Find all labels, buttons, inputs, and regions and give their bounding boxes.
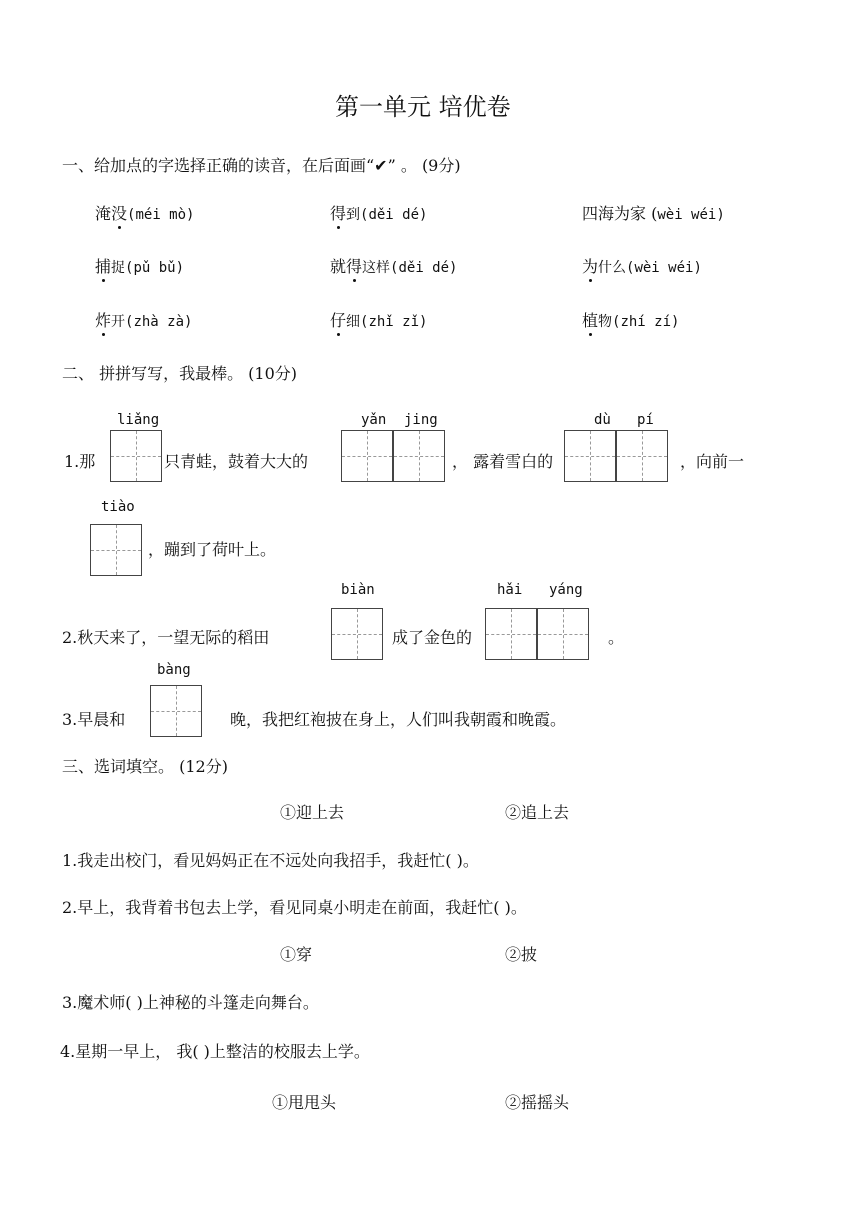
writing-grid-box[interactable] bbox=[90, 524, 142, 576]
s3-question-2: 2.早上，我背着书包去上学，看见同桌小明走在前面，我赶忙( )。 bbox=[62, 898, 527, 917]
s1-item-4: 捕捉(pǔ bǔ) bbox=[95, 257, 185, 276]
pinyin-du: dù bbox=[594, 412, 611, 428]
pinyin-yan: yǎn bbox=[361, 412, 387, 428]
q1-text-d: ，向前一 bbox=[680, 452, 745, 471]
pinyin-pi: pí bbox=[637, 412, 654, 428]
s1-item-5: 就得这样(děi dé) bbox=[330, 257, 458, 276]
q1-text-a: 1.那 bbox=[64, 452, 96, 471]
s1-item-6: 为什么(wèi wéi) bbox=[582, 257, 702, 276]
pinyin-liang: liǎng bbox=[117, 412, 160, 428]
q1-text-c: ， 露着雪白的 bbox=[452, 452, 554, 471]
option-b2: ②披 bbox=[505, 945, 538, 964]
pinyin-hai: hǎi bbox=[497, 582, 523, 598]
writing-grid-box[interactable] bbox=[110, 430, 162, 482]
s3-question-3: 3.魔术师( )上神秘的斗篷走向舞台。 bbox=[62, 993, 319, 1012]
q2-text-a: 2.秋天来了，一望无际的稻田 bbox=[62, 628, 270, 647]
writing-grid-box[interactable] bbox=[331, 608, 383, 660]
pinyin-jing: jing bbox=[404, 412, 438, 428]
writing-grid-box[interactable] bbox=[393, 430, 445, 482]
s1-item-9: 植物(zhí zí) bbox=[582, 311, 680, 330]
option-a1: ①迎上去 bbox=[280, 803, 345, 822]
section-3-heading: 三、选词填空。 (12分) bbox=[62, 757, 228, 776]
option-b1: ①穿 bbox=[280, 945, 313, 964]
s1-item-2: 得到(děi dé) bbox=[330, 204, 428, 223]
writing-grid-box[interactable] bbox=[564, 430, 616, 482]
writing-grid-box[interactable] bbox=[341, 430, 393, 482]
q1-text-e: ，蹦到了荷叶上。 bbox=[148, 540, 277, 559]
q1-text-b: 只青蛙，鼓着大大的 bbox=[164, 452, 309, 471]
page-title: 第一单元 培优卷 bbox=[335, 93, 511, 121]
option-c1: ①甩甩头 bbox=[272, 1093, 337, 1112]
q2-text-b: 成了金色的 bbox=[392, 628, 473, 647]
s1-item-3: 四海为家 (wèi wéi) bbox=[582, 204, 725, 223]
s1-item-7: 炸开(zhà zà) bbox=[95, 311, 193, 330]
pinyin-bang: bàng bbox=[157, 662, 191, 678]
writing-grid-box[interactable] bbox=[616, 430, 668, 482]
writing-grid-box[interactable] bbox=[485, 608, 537, 660]
option-c2: ②摇摇头 bbox=[505, 1093, 570, 1112]
option-a2: ②追上去 bbox=[505, 803, 570, 822]
s3-question-4: 4.星期一早上， 我( )上整洁的校服去上学。 bbox=[60, 1042, 370, 1061]
q3-text-a: 3.早晨和 bbox=[62, 710, 126, 729]
writing-grid-box[interactable] bbox=[537, 608, 589, 660]
pinyin-tiao: tiào bbox=[101, 499, 135, 515]
writing-grid-box[interactable] bbox=[150, 685, 202, 737]
q3-text-b: 晚，我把红袍披在身上，人们叫我朝霞和晚霞。 bbox=[230, 710, 567, 729]
s1-item-1: 淹没(méi mò) bbox=[95, 204, 195, 223]
s3-question-1: 1.我走出校门，看见妈妈正在不远处向我招手，我赶忙( )。 bbox=[62, 851, 479, 870]
section-1-heading: 一、给加点的字选择正确的读音，在后面画“✔” 。 (9分) bbox=[62, 156, 461, 175]
pinyin-bian: biàn bbox=[341, 582, 375, 598]
s1-item-8: 仔细(zhǐ zǐ) bbox=[330, 311, 428, 330]
section-2-heading: 二、 拼拼写写，我最棒。 (10分) bbox=[62, 364, 298, 383]
pinyin-yang: yáng bbox=[549, 582, 583, 598]
q2-text-c: 。 bbox=[608, 628, 625, 647]
